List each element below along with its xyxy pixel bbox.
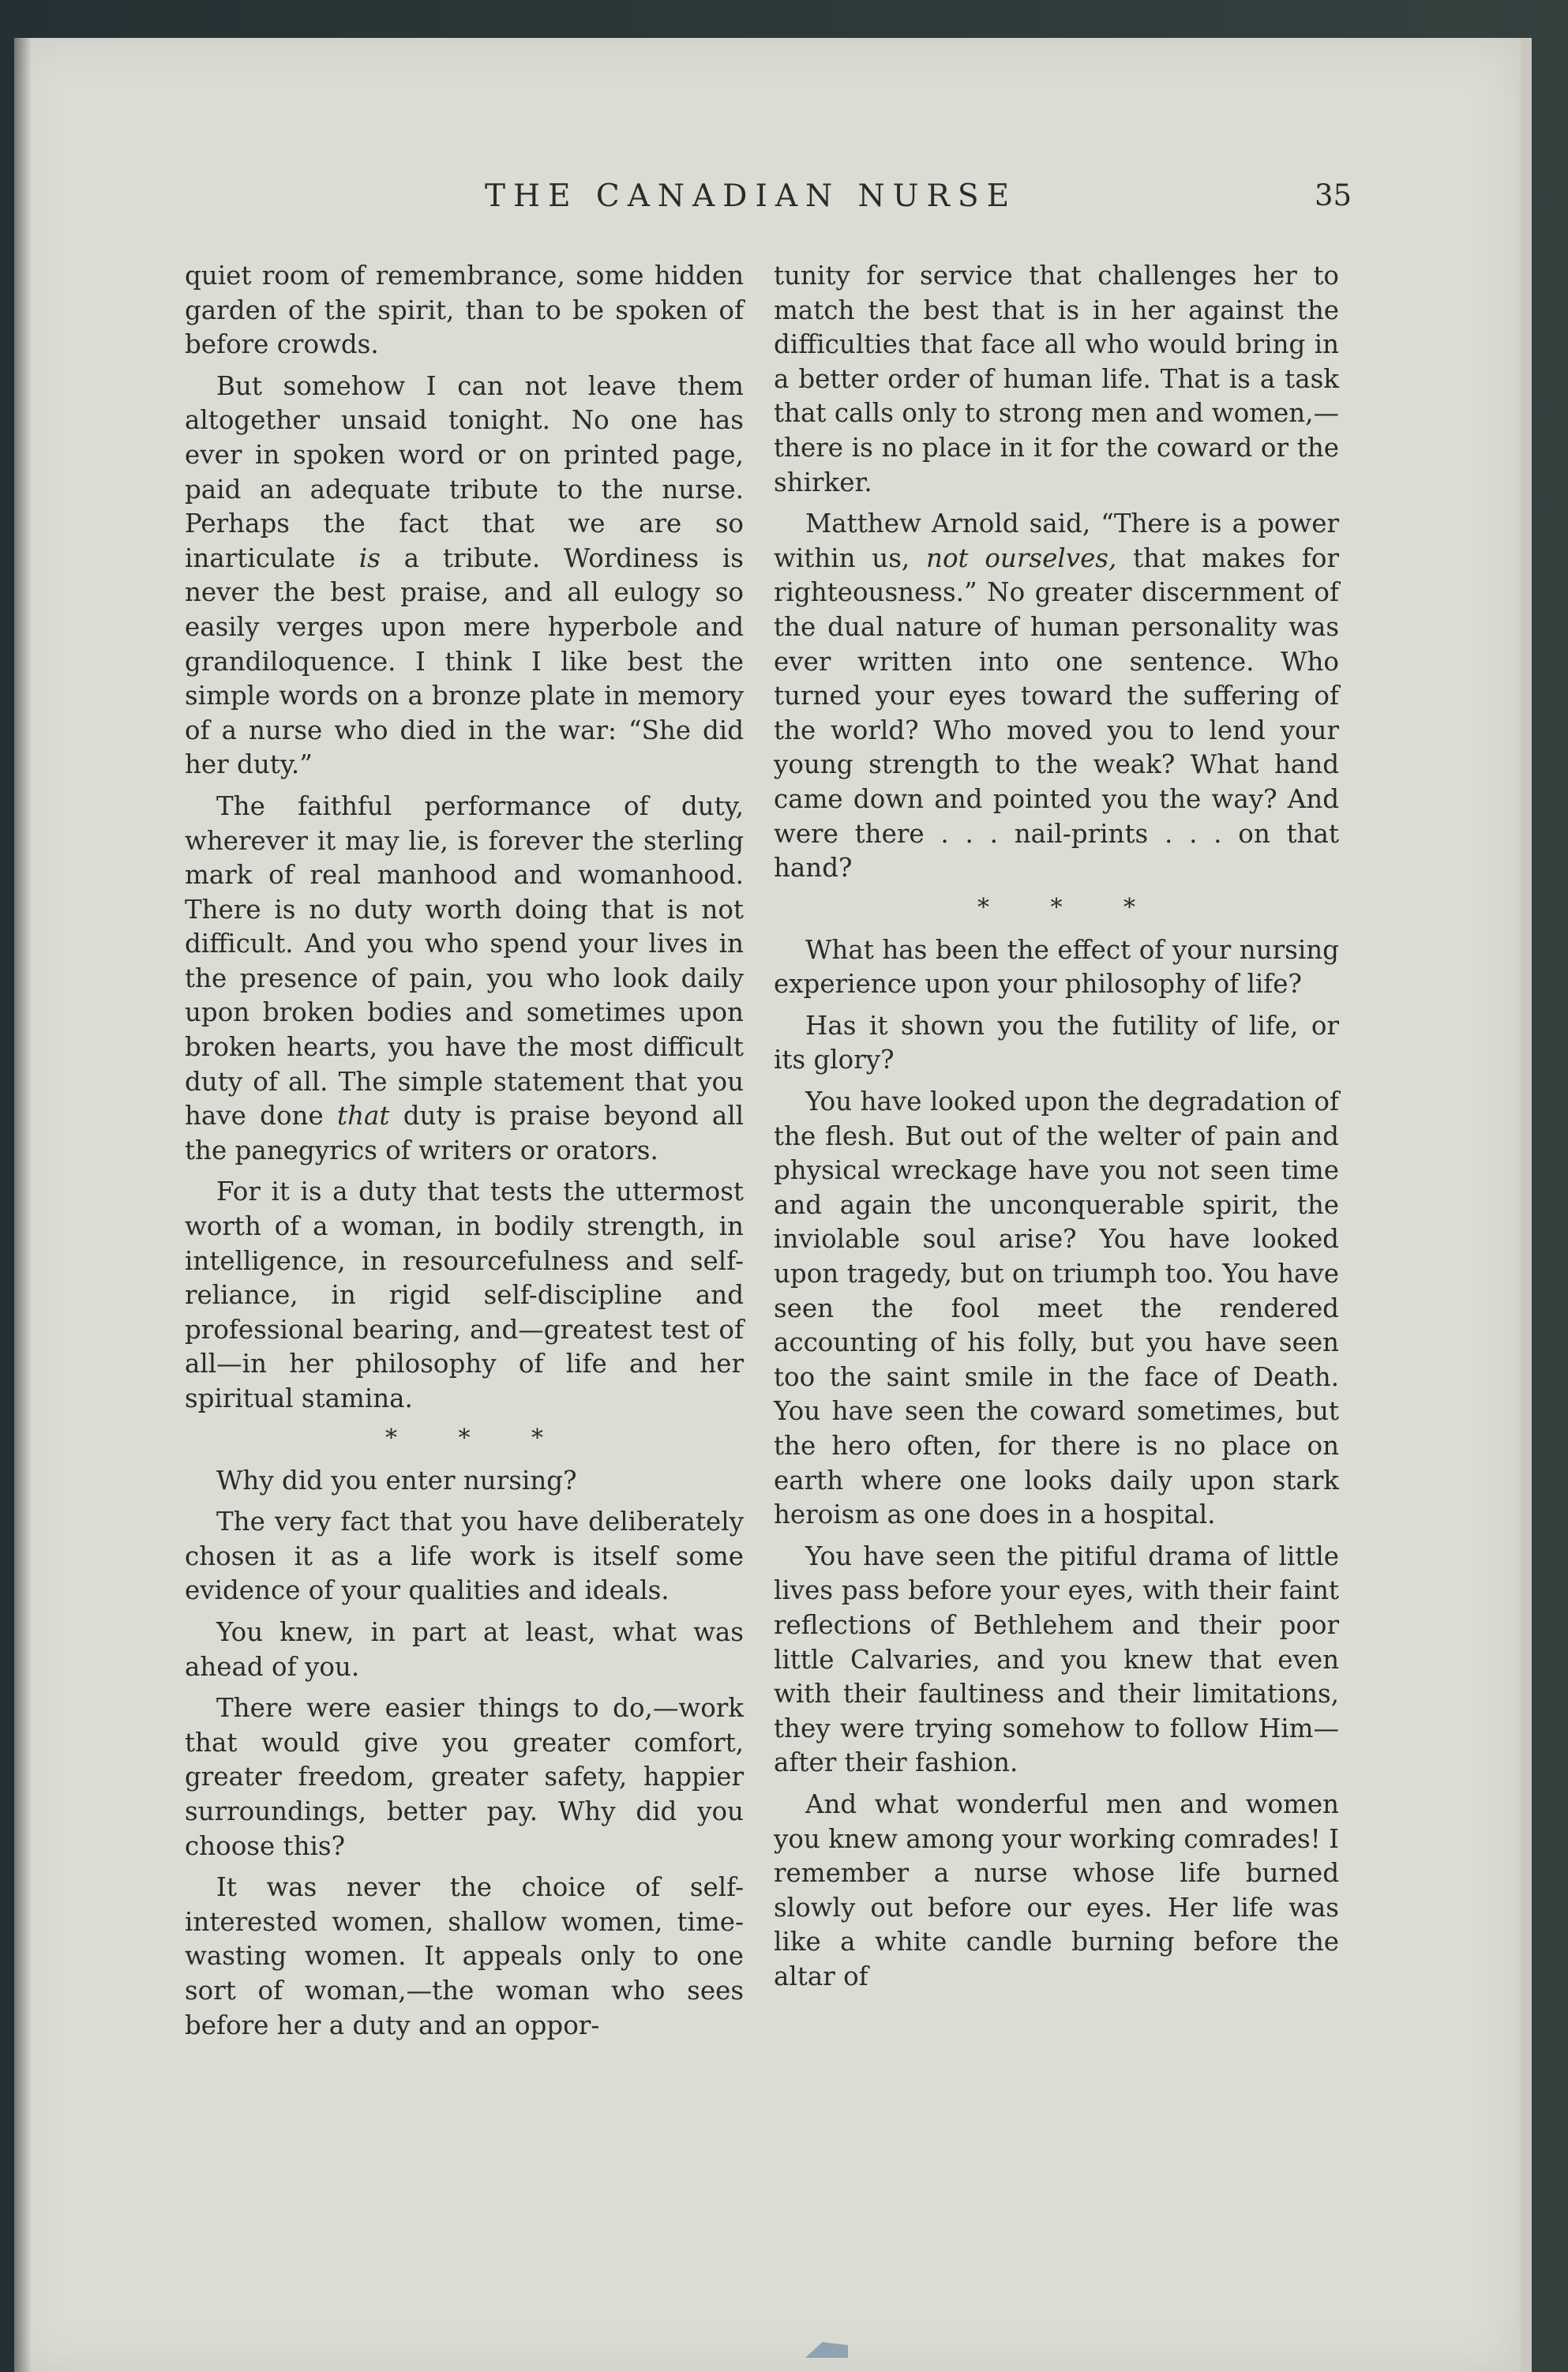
paragraph: It was never the choice of self-interested women, shallow women, time-wasting women. It appeals only to one sort of woman,—the woman who sees before her a duty and an oppor- — [185, 1872, 744, 2040]
paragraph: Has it shown you the futility of life, or its glory? — [774, 1010, 1339, 1075]
paragraph: Why did you enter nursing? — [216, 1465, 577, 1496]
paragraph: You knew, in part at least, what was ahead of you. — [185, 1616, 744, 1682]
paragraph: For it is a duty that tests the uttermost worth of a woman, in bodily strength, in intelligence, in resourcefulness and self-reliance, in rigid self-discipline and professional bearing, and—greatest test of all—in her philosophy of life and her spiritual stamina. — [185, 1177, 744, 1413]
paragraph — [185, 790, 744, 1169]
paragraph — [774, 507, 1339, 886]
text-run: that makes for righteousness.” No greater discernment of the dual nature of human personality was ever written into one sentence. Who turned your eyes toward the suffering of the world? Who moved you to lend your young strength to the weak? What hand came down and pointed you the way? And were there . . . nail-prints . . . on that hand? — [774, 542, 1339, 884]
section-separator: * * * — [977, 893, 1163, 921]
paragraph: There were easier things to do,—work that would give you greater comfort, greater freedom, greater safety, happier surroundings, better pay. Why did you choose this? — [185, 1693, 744, 1861]
paragraph: What has been the effect of your nursing experience upon your philosophy of life? — [774, 934, 1339, 1000]
paragraph: The very fact that you have deliberately chosen it as a life work is itself some evidence of your qualities and ideals. — [185, 1507, 744, 1606]
paragraph: You have looked upon the degradation of the flesh. But out of the welter of pain and physical wreckage have you not seen time and again the unconquerable spirit, the inviolable soul arise? You have looked upon tragedy, but on triumph too. You have seen the fool meet the rendered accounting of his folly, but you have seen too the saint smile in the face of Death. You have seen the coward sometimes, but the hero often, for there is no place on earth where one looks daily upon stark heroism as one does in a hospital. — [774, 1087, 1339, 1530]
paragraph: And what wonderful men and women you knew among your working comrades! I remember a nurse whose life burned slowly out before our eyes. Her life was like a white candle burning before the altar of — [774, 1788, 1339, 1991]
text-run: The faithful performance of duty, wherever it may lie, is forever the sterling mark of real manhood and womanhood. There is no duty worth doing that is not difficult. And you who spend your lives in the presence of pain, you who look daily upon broken bodies and sometimes upon broken hearts, you have the most difficult duty of all. The simple statement that you have done — [185, 790, 744, 1132]
text-run: But somehow I can not leave them altogether unsaid tonight. No one has ever in spoken word or on printed page, paid an adequate tribute to the nurse. Perhaps the fact that we are so inarticulate — [185, 370, 744, 573]
paragraph: quiet room of remembrance, some hidden garden of the spirit, than to be spoken of before crowds. — [185, 261, 744, 360]
text-run: duty is praise beyond all the panegyrics of writers or orators. — [185, 1101, 744, 1165]
right-column — [774, 259, 1339, 1995]
left-column — [185, 259, 744, 2043]
paragraph: tunity for service that challenges her to match the best that is in her against the difficulties that face all who would bring in a better order of human life. That is a task that calls only to strong men and women,—there is no place in it for the coward or the shirker. — [774, 261, 1339, 497]
italic-text: is — [358, 542, 381, 573]
binding-shadow — [14, 38, 32, 2372]
paragraph: You have seen the pitiful drama of little lives pass before your eyes, with their faint reflections of Bethlehem and their poor little Calvaries, and you knew that even with their faultiness and their limitations, they were trying somehow to follow Him—after their fashion. — [774, 1541, 1339, 1778]
italic-text: that — [337, 1101, 390, 1132]
italic-text: not ourselves, — [926, 542, 1117, 573]
section-separator: * * * — [384, 1424, 571, 1452]
paragraph — [185, 370, 744, 783]
text-run: a tribute. Wordiness is never the best praise, and all eulogy so easily verges upon mere hyperbole and grandiloquence. I think I like best the simple words on a bronze plate in memory of a nurse who died in the war: “She did her duty.” — [185, 542, 744, 780]
journal-title: THE CANADIAN NURSE — [485, 178, 1018, 214]
page-number: 35 — [1315, 178, 1352, 212]
text-run: Matthew Arnold said, “There is a power within us, — [774, 509, 1339, 573]
running-header — [0, 178, 1568, 226]
page-edge — [1521, 38, 1532, 2372]
